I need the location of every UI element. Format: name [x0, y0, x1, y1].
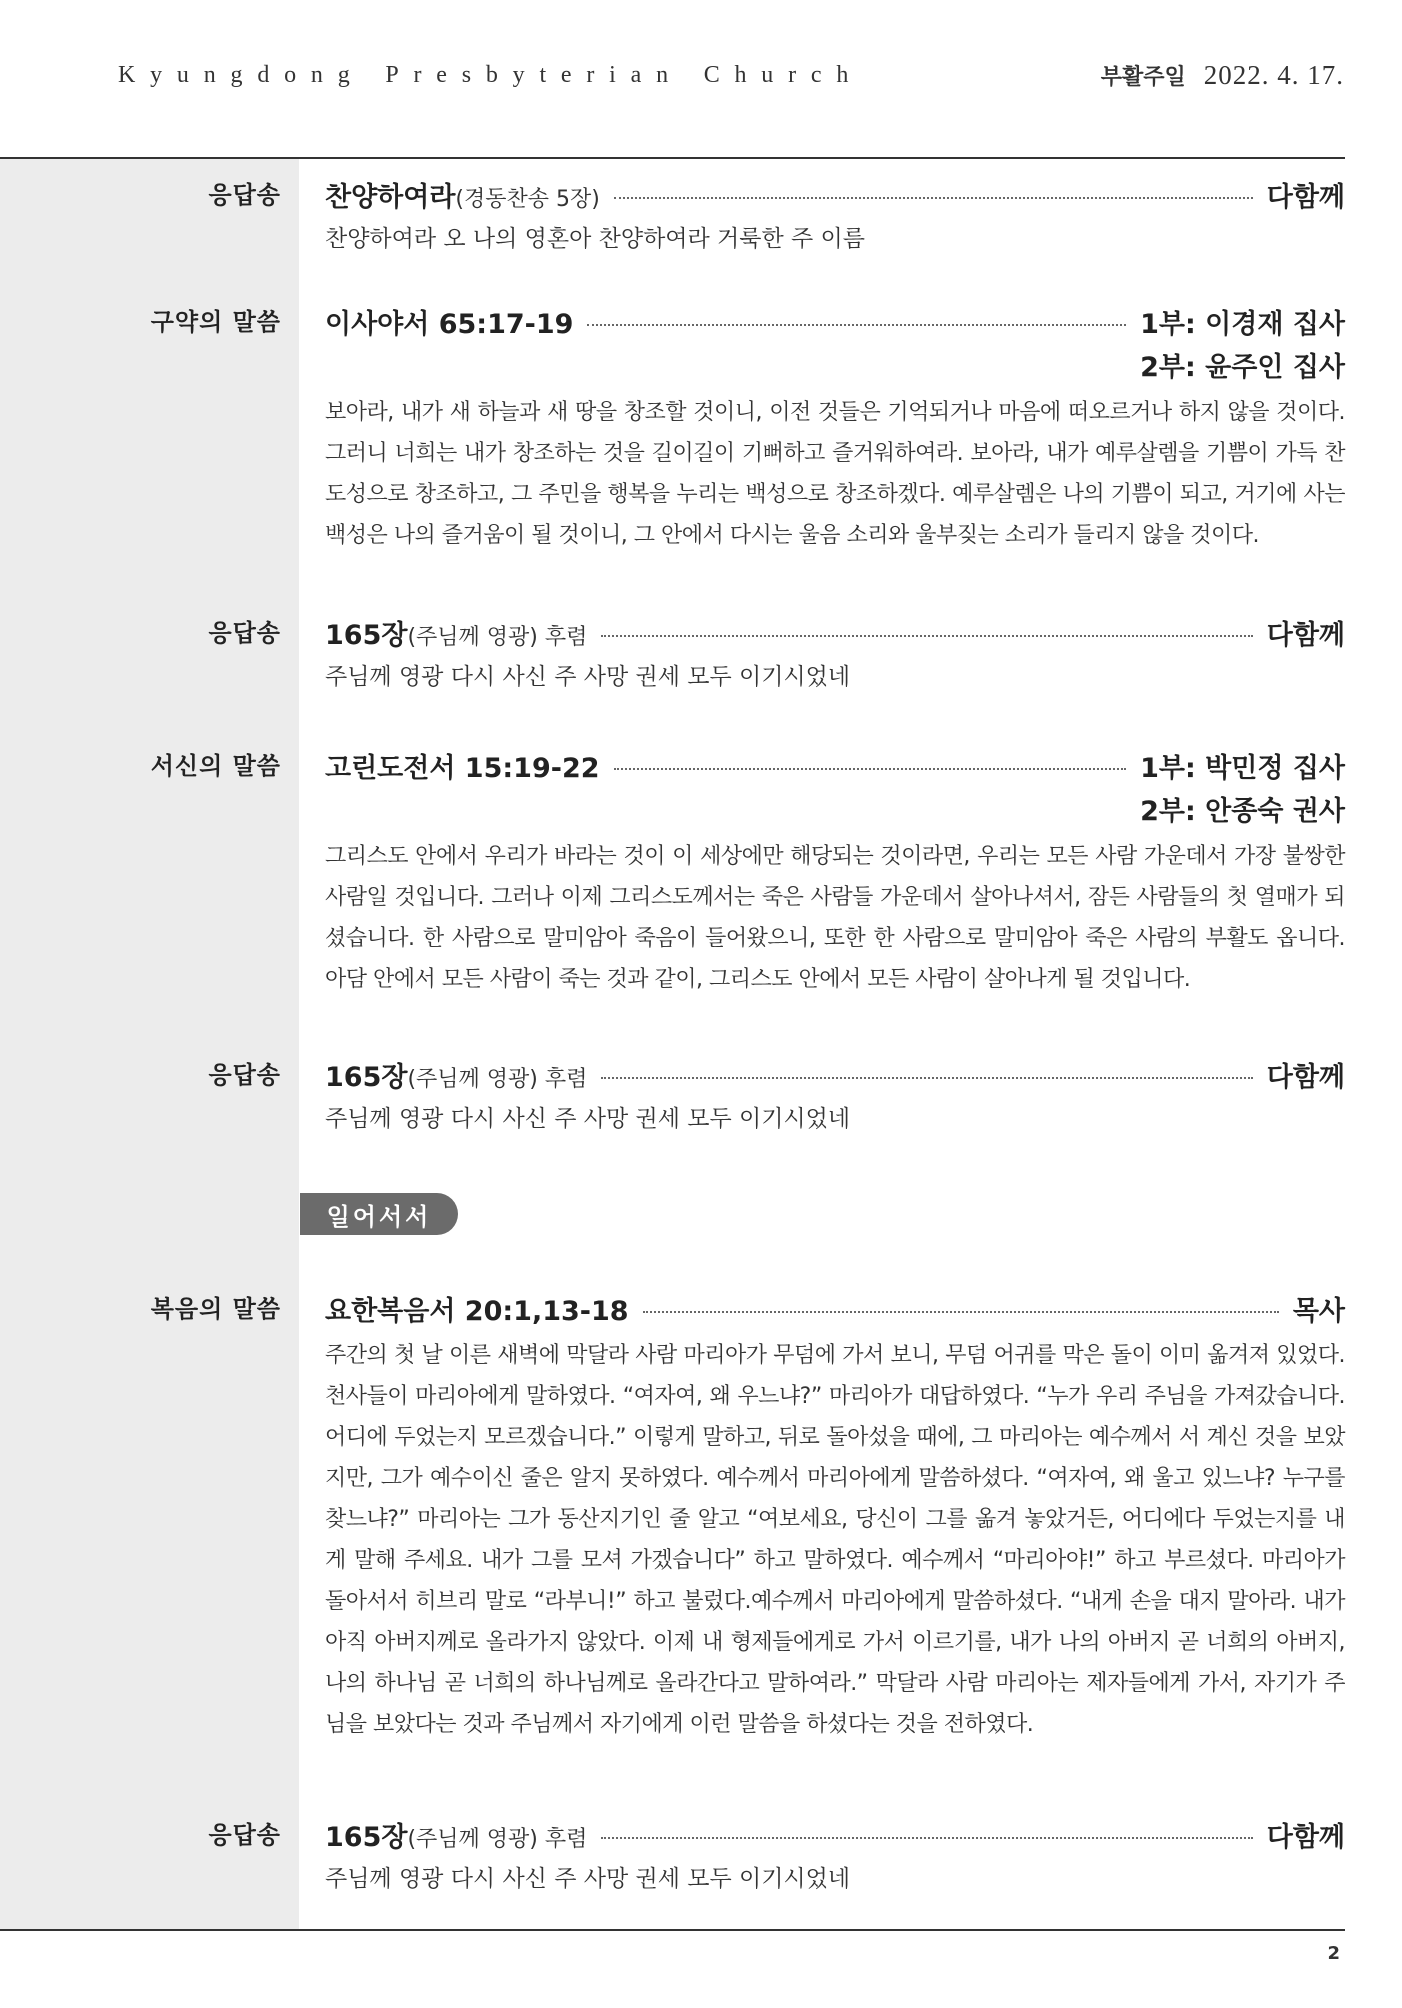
performer: 다함께 [1266, 620, 1345, 651]
dot-leader [587, 324, 1126, 326]
section-content [325, 1289, 1345, 1745]
hymn-lyric: 찬양하여라 오 나의 영혼아 찬양하여라 거룩한 주 이름 [325, 226, 865, 252]
performer: 다함께 [1266, 1062, 1345, 1093]
title-line [325, 746, 1345, 790]
section-label: 응답송 [208, 619, 281, 647]
liturgical-day: 부활주일 [1100, 65, 1186, 90]
hymn-source: (주님께 영광) 후렴 [407, 1827, 588, 1852]
hymn-source: (주님께 영광) 후렴 [407, 625, 588, 650]
section-label: 응답송 [208, 181, 281, 209]
section-label: 응답송 [208, 1061, 281, 1089]
title-line [325, 302, 1345, 346]
hymn-lyric: 주님께 영광 다시 사신 주 사망 권세 모두 이기시었네 [325, 664, 851, 690]
hymn-title: 찬양하여라 [325, 182, 456, 213]
section-content [325, 1815, 1345, 1899]
section-label: 서신의 말씀 [150, 752, 281, 780]
scripture-reference: 고린도전서 15:19-22 [325, 753, 600, 784]
dot-leader [643, 1311, 1279, 1313]
section-content [325, 302, 1345, 556]
top-divider [0, 157, 1345, 159]
section-label: 복음의 말씀 [150, 1295, 281, 1323]
bottom-divider [0, 1929, 1345, 1931]
stand-up-badge: 일어서서 [300, 1193, 458, 1235]
dot-leader [614, 768, 1127, 770]
title-line [325, 1289, 1345, 1333]
church-name: Kyungdong Presbyterian Church [118, 62, 864, 88]
scripture-text: 보아라, 내가 새 하늘과 새 땅을 창조할 것이니, 이전 것들은 기억되거나 마음에 떠오르거나 하지 않을 것이다. 그러니 너희는 내가 창조하는 것을 길이길이 기뻐하고 즐거워하여라. 보아라, 내가 예루살렘을 기쁨이 가득 찬 도성으로 창조하고, 그 주민을 행복을 누리는 백성으로 창조하겠다. 예루살렘은 나의 기쁨이 되고, 거기에 사는 백성은 나의 즐거움이 될 것이니, 그 안에서 다시는 울음 소리와 울부짖는 소리가 들리지 않을 것이다. [325, 400, 1345, 548]
section-label: 응답송 [208, 1821, 281, 1849]
bulletin-date: 2022. 4. 17. [1203, 60, 1344, 90]
scripture-text: 주간의 첫 날 이른 새벽에 막달라 사람 마리아가 무덤에 가서 보니, 무덤 어귀를 막은 돌이 이미 옮겨져 있었다. 천사들이 마리아에게 말하였다. “여자여, 왜 우느냐?” 마리아가 대답하였다. “누가 우리 주님을 가져갔습니다. 어디에 두었는지 모르겠습니다.” 이렇게 말하고, 뒤로 돌아섰을 때에, 그 마리아는 예수께서 서 계신 것을 보았지만, 그가 예수이신 줄은 알지 못하였다. 예수께서 마리아에게 말씀하셨다. “여자여, 왜 울고 있느냐? 누구를 찾느냐?” 마리아는 그가 동산지기인 줄 알고 “여보세요, 당신이 그를 옮겨 놓았거든, 어디에다 두었는지를 내게 말해 주세요. 내가 그를 모셔 가겠습니다” 하고 말하였다. 예수께서 “마리아야!” 하고 부르셨다. 마리아가 돌아서서 히브리 말로 “라부니!” 하고 불렀다.예수께서 마리아에게 말씀하셨다. “내게 손을 대지 말아라. 내가 아직 아버지께로 올라가지 않았다. 이제 내 형제들에게로 가서 이르기를, 내가 나의 아버지 곧 너희의 아버지, 나의 하나님 곧 너희의 하나님께로 올라간다고 말하여라.” 막달라 사람 마리아는 제자들에게 가서, 자기가 주님을 보았다는 것과 주님께서 자기에게 이런 말씀을 하셨다는 것을 전하였다. [325, 1343, 1345, 1737]
reader-second-service: 2부: 윤주인 집사 [1140, 352, 1345, 383]
title-line [325, 1055, 1345, 1099]
reader: 목사 [1292, 1296, 1345, 1327]
performer: 다함께 [1266, 182, 1345, 213]
dot-leader [614, 197, 1253, 199]
page-number: 2 [1327, 1943, 1340, 1964]
title-line [325, 1815, 1345, 1859]
section-content [325, 175, 1345, 259]
title-line [325, 175, 1345, 219]
scripture-reference: 이사야서 65:17-19 [325, 309, 574, 340]
section-content [325, 746, 1345, 1000]
reader-second-service: 2부: 안종숙 권사 [1140, 796, 1345, 827]
reader-first-service: 1부: 박민정 집사 [1140, 753, 1345, 784]
dot-leader [601, 1837, 1252, 1839]
hymn-source: (주님께 영광) 후렴 [407, 1067, 588, 1092]
hymn-lyric: 주님께 영광 다시 사신 주 사망 권세 모두 이기시었네 [325, 1866, 851, 1892]
hymn-lyric: 주님께 영광 다시 사신 주 사망 권세 모두 이기시었네 [325, 1106, 851, 1132]
label-column-background [0, 159, 299, 1929]
section-label: 구약의 말씀 [150, 308, 281, 336]
header-date-block [1101, 60, 1344, 91]
hymn-title: 165장 [325, 1822, 408, 1853]
hymn-source: (경동찬송 5장) [455, 187, 600, 212]
scripture-reference: 요한복음서 20:1,13-18 [325, 1296, 629, 1327]
title-line [325, 613, 1345, 657]
scripture-text: 그리스도 안에서 우리가 바라는 것이 이 세상에만 해당되는 것이라면, 우리는 모든 사람 가운데서 가장 불쌍한 사람일 것입니다. 그러나 이제 그리스도께서는 죽은 사람들 가운데서 살아나셔서, 잠든 사람들의 첫 열매가 되셨습니다. 한 사람으로 말미암아 죽음이 들어왔으니, 또한 한 사람으로 말미암아 죽은 사람의 부활도 옵니다. 아담 안에서 모든 사람이 죽는 것과 같이, 그리스도 안에서 모든 사람이 살아나게 될 것입니다. [325, 844, 1345, 992]
dot-leader [601, 635, 1252, 637]
section-content [325, 613, 1345, 697]
dot-leader [601, 1077, 1252, 1079]
performer: 다함께 [1266, 1822, 1345, 1853]
section-content [325, 1055, 1345, 1139]
hymn-title: 165장 [325, 620, 408, 651]
reader-first-service: 1부: 이경재 집사 [1140, 309, 1345, 340]
hymn-title: 165장 [325, 1062, 408, 1093]
